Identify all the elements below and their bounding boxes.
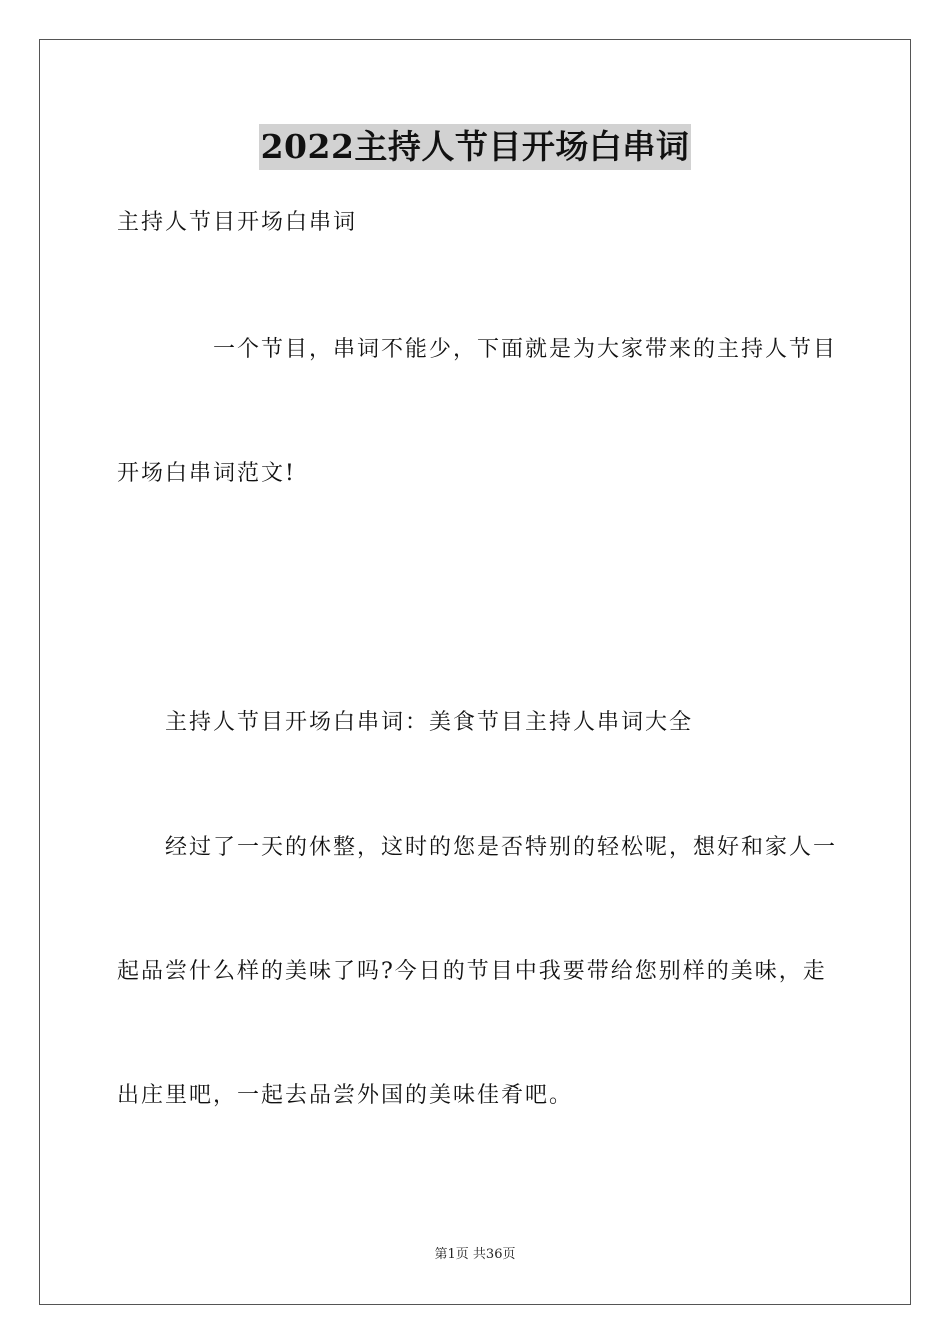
paragraph-body-line-2: 起品尝什么样的美味了吗?今日的节目中我要带给您别样的美味，走 (117, 959, 827, 984)
paragraph-body-line-1: 经过了一天的休整，这时的您是否特别的轻松呢，想好和家人一 (165, 835, 838, 860)
paragraph-subtitle: 主持人节目开场白串词 (117, 210, 358, 235)
page-footer: 第1页 共36页 (434, 1247, 516, 1262)
paragraph-body-line-3: 出庄里吧，一起去品尝外国的美味佳肴吧。 (117, 1083, 574, 1108)
section-heading: 主持人节目开场白串词：美食节目主持人串词大全 (165, 710, 694, 735)
document-title-container (0, 124, 950, 170)
paragraph-intro-line-2: 开场白串词范文! (117, 461, 296, 486)
document-title: 2022主持人节目开场白串词 (259, 124, 692, 170)
paragraph-intro-line-1: 一个节目，串词不能少，下面就是为大家带来的主持人节目 (213, 337, 838, 362)
